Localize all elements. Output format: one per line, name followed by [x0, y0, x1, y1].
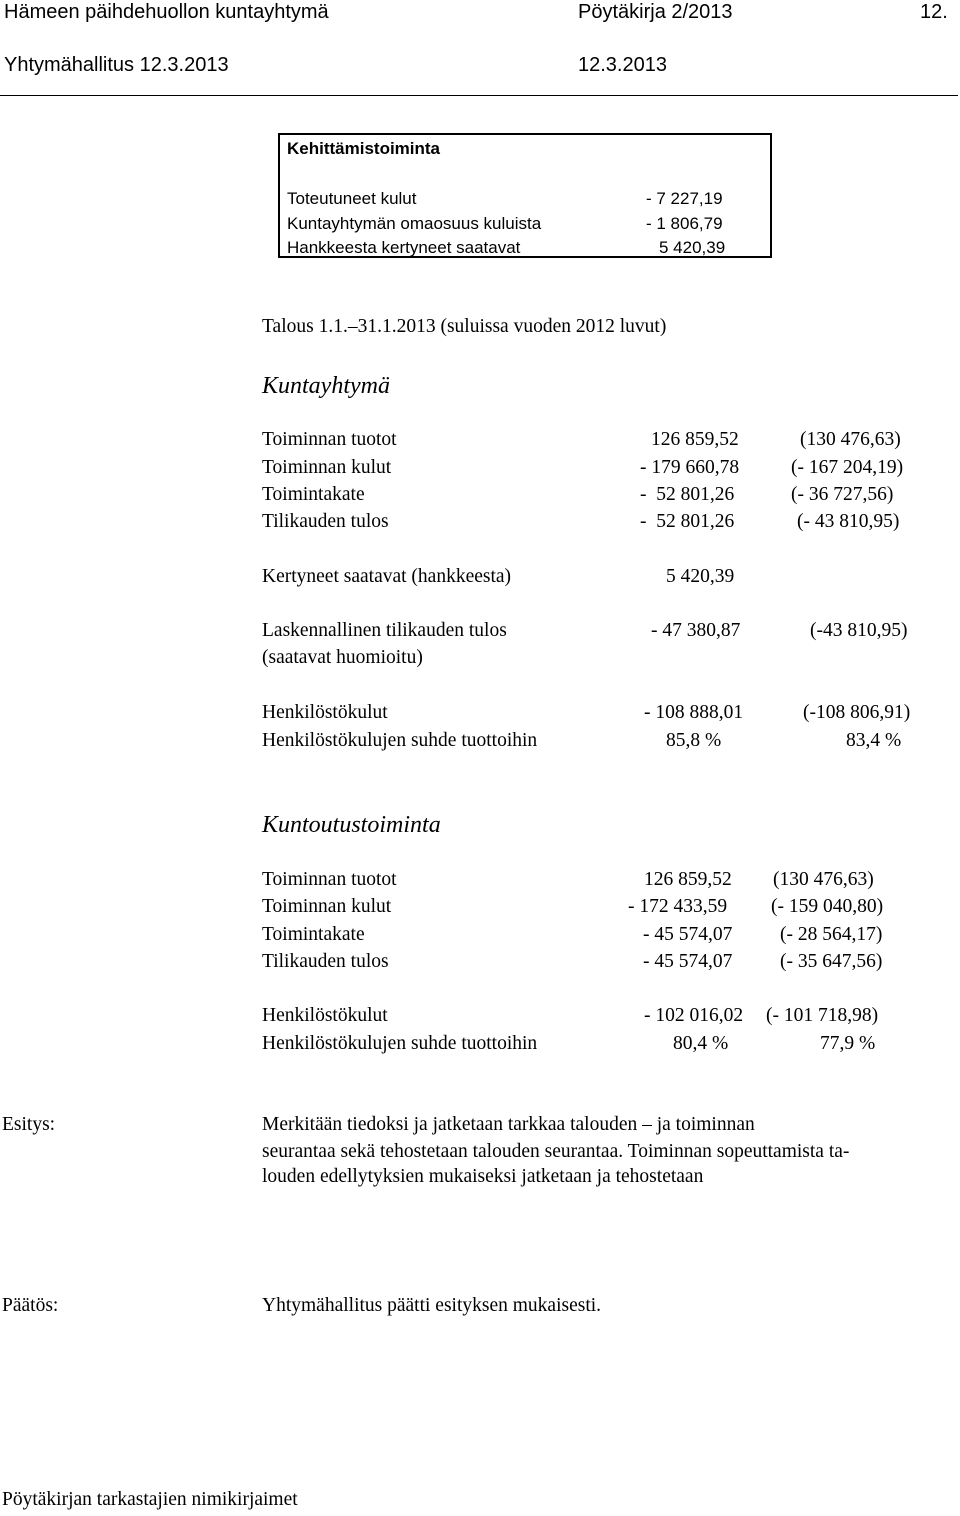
paatos-text: Yhtymähallitus päätti esityksen mukaisesti.: [262, 1295, 602, 1316]
header-meeting: Yhtymähallitus 12.3.2013: [4, 54, 229, 76]
kt-row-prev: (- 28 564,17): [780, 924, 883, 945]
ky-row-label: Toiminnan kulut: [262, 457, 392, 478]
suhde-prev: 83,4 %: [846, 730, 902, 751]
ky-row-prev: (130 476,63): [800, 429, 901, 450]
header-org: Hämeen päihdehuollon kuntayhtymä: [4, 1, 329, 23]
box-row-value: - 1 806,79: [646, 214, 723, 233]
laskennallinen-label: Laskennallinen tilikauden tulos: [262, 620, 507, 641]
ky-row-value: - 179 660,78: [640, 457, 740, 478]
kt-row-label: Toimintakate: [262, 924, 365, 945]
ky-row-label: Toiminnan tuotot: [262, 429, 397, 450]
box-title: Kehittämistoiminta: [287, 139, 441, 158]
suhde-label: Henkilöstökulujen suhde tuottoihin: [262, 730, 538, 751]
laskennallinen-label-2: (saatavat huomioitu): [262, 647, 423, 668]
header-document: Pöytäkirja 2/2013: [578, 1, 733, 23]
ky-row-prev: (- 167 204,19): [791, 457, 904, 478]
kt-row-label: Toiminnan kulut: [262, 896, 392, 917]
laskennallinen-prev: (-43 810,95): [810, 620, 908, 641]
esitys-line: Merkitään tiedoksi ja jatketaan tarkkaa talouden – ja toiminnan: [262, 1114, 755, 1135]
kt-suhde-label: Henkilöstökulujen suhde tuottoihin: [262, 1033, 538, 1054]
ky-row-value: - 52 801,26: [640, 484, 735, 505]
header-page-number: 12.: [920, 1, 948, 23]
box-row-label: Hankkeesta kertyneet saatavat: [287, 238, 521, 257]
kuntoutustoiminta-heading: Kuntoutustoiminta: [262, 812, 441, 838]
box-row-value: - 7 227,19: [646, 189, 723, 208]
kertyneet-label: Kertyneet saatavat (hankkeesta): [262, 566, 512, 587]
henkilostokulut-prev: (-108 806,91): [803, 702, 911, 723]
ky-row-label: Tilikauden tulos: [262, 511, 389, 532]
suhde-value: 85,8 %: [666, 730, 722, 751]
kt-row-value: 126 859,52: [644, 869, 732, 890]
ky-row-label: Toimintakate: [262, 484, 365, 505]
kt-row-label: Toiminnan tuotot: [262, 869, 397, 890]
henkilostokulut-label: Henkilöstökulut: [262, 702, 388, 723]
kt-henkilostokulut-label: Henkilöstökulut: [262, 1005, 388, 1026]
ky-row-prev: (- 43 810,95): [797, 511, 900, 532]
header-divider: [0, 95, 958, 96]
talous-heading: Talous 1.1.–31.1.2013 (suluissa vuoden 2012 luvut): [262, 316, 667, 337]
box-row-value: 5 420,39: [659, 238, 726, 257]
kertyneet-value: 5 420,39: [666, 566, 735, 587]
ky-row-value: - 52 801,26: [640, 511, 735, 532]
esitys-label: Esitys:: [2, 1114, 56, 1135]
esitys-line: louden edellytyksien mukaiseksi jatketaan ja tehostetaan: [262, 1166, 704, 1187]
kuntayhtyma-heading: Kuntayhtymä: [262, 373, 390, 399]
box-row-label: Kuntayhtymän omaosuus kuluista: [287, 214, 542, 233]
kt-suhde-value: 80,4 %: [673, 1033, 729, 1054]
header-date: 12.3.2013: [578, 54, 667, 76]
henkilostokulut-value: - 108 888,01: [644, 702, 744, 723]
kt-row-prev: (130 476,63): [773, 869, 874, 890]
kt-suhde-prev: 77,9 %: [820, 1033, 876, 1054]
box-row-label: Toteutuneet kulut: [287, 189, 417, 208]
kt-henkilostokulut-value: - 102 016,02: [644, 1005, 744, 1026]
ky-row-value: 126 859,52: [651, 429, 739, 450]
paatos-label: Päätös:: [2, 1295, 59, 1316]
kt-row-label: Tilikauden tulos: [262, 951, 389, 972]
footer-initials: Pöytäkirjan tarkastajien nimikirjaimet: [2, 1489, 298, 1510]
kt-row-value: - 172 433,59: [628, 896, 728, 917]
laskennallinen-value: - 47 380,87: [651, 620, 741, 641]
kt-row-prev: (- 159 040,80): [771, 896, 884, 917]
esitys-line: seurantaa sekä tehostetaan talouden seurantaa. Toiminnan sopeuttamista ta-: [262, 1141, 850, 1162]
kt-henkilostokulut-prev: (- 101 718,98): [766, 1005, 879, 1026]
kt-row-value: - 45 574,07: [643, 951, 733, 972]
kt-row-prev: (- 35 647,56): [780, 951, 883, 972]
ky-row-prev: (- 36 727,56): [791, 484, 894, 505]
kt-row-value: - 45 574,07: [643, 924, 733, 945]
